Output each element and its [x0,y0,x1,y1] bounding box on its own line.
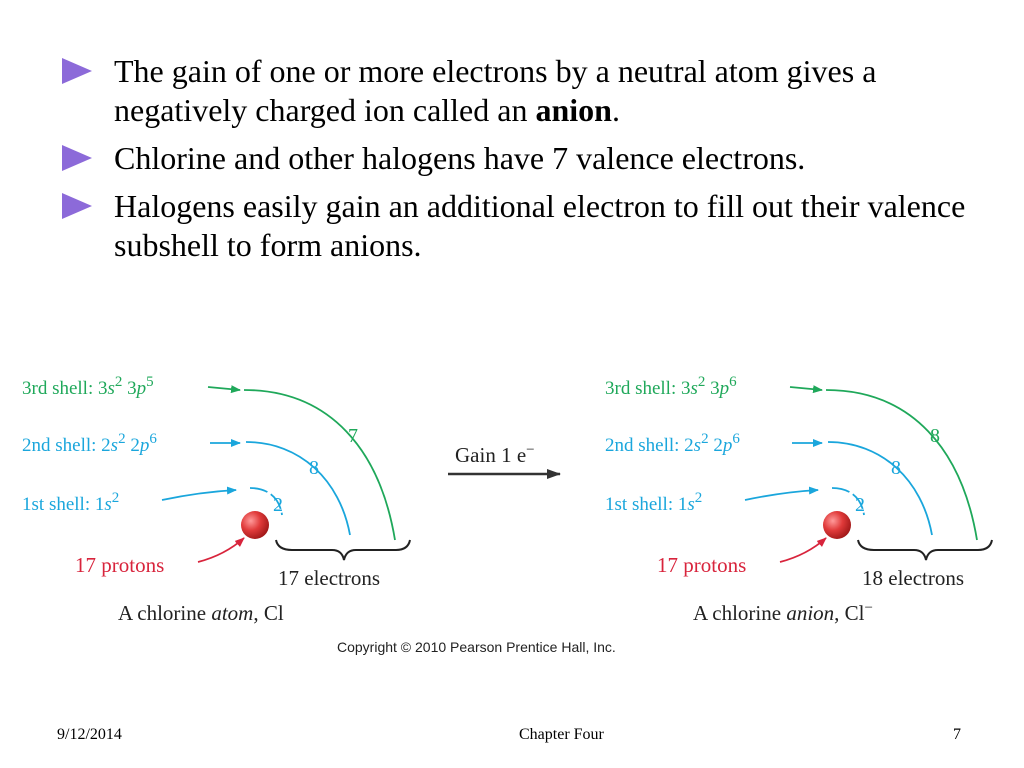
anion-caption: A chlorine anion, Cl− [693,600,873,625]
atom-diagram [22,374,410,625]
footer-date: 9/12/2014 [57,726,122,743]
triangle-bullet-icon [62,145,92,171]
triangle-bullet-icon [62,193,92,219]
third-shell-label: 3rd shell: $3s^2$ $3p^6$ [605,374,737,399]
anion-diagram [605,374,992,625]
bullet-1-text: The gain of one or more electrons by a neutral atom gives a negatively charged ion called an [114,53,877,128]
middle-shell-count: 8 [891,457,901,479]
bullet-list [62,52,982,274]
nucleus-icon [241,511,269,539]
gain-electron-arrow [448,442,560,474]
electrons-label: 17 electrons [278,566,381,590]
bullet-item-3 [62,187,982,265]
outer-shell-count: 8 [930,425,940,447]
electrons-label: 18 electrons [862,566,965,590]
second-shell-label: 2nd shell: $2s^2$ $2p^6$ [22,431,157,456]
inner-shell-count: 2 [273,494,283,516]
first-shell-label: 1st shell: $1s^2$ [605,490,703,515]
bullet-item-2 [62,139,982,178]
bullet-1-bold: anion [535,92,612,128]
footer-page-number: 7 [953,726,961,743]
triangle-bullet-icon [62,58,92,84]
atom-caption: A chlorine atom, Cl [118,601,284,625]
bullet-item-1 [62,52,982,130]
third-shell-label: 3rd shell: $3s^2$ $3p^5$ [22,374,154,399]
second-shell-label: 2nd shell: $2s^2$ $2p^6$ [605,431,740,456]
bullet-3-text: Halogens easily gain an additional electron to fill out their valence subshell to form anions. [114,188,966,263]
protons-label: 17 protons [75,553,165,577]
inner-shell-count: 2 [855,494,865,516]
first-shell-label: 1st shell: $1s^2$ [22,490,120,515]
bullet-1-post: . [611,92,620,128]
protons-label: 17 protons [657,553,747,577]
middle-shell-count: 8 [309,457,319,479]
outer-shell-count: 7 [348,425,358,447]
nucleus-icon [823,511,851,539]
copyright-notice: Copyright © 2010 Pearson Prentice Hall, Inc. [337,639,616,655]
footer-chapter: Chapter Four [519,726,604,743]
chlorine-diagram [0,350,1024,660]
gain-label: Gain 1 e− [455,442,535,467]
bullet-2-text: Chlorine and other halogens have 7 valence electrons. [114,140,806,176]
